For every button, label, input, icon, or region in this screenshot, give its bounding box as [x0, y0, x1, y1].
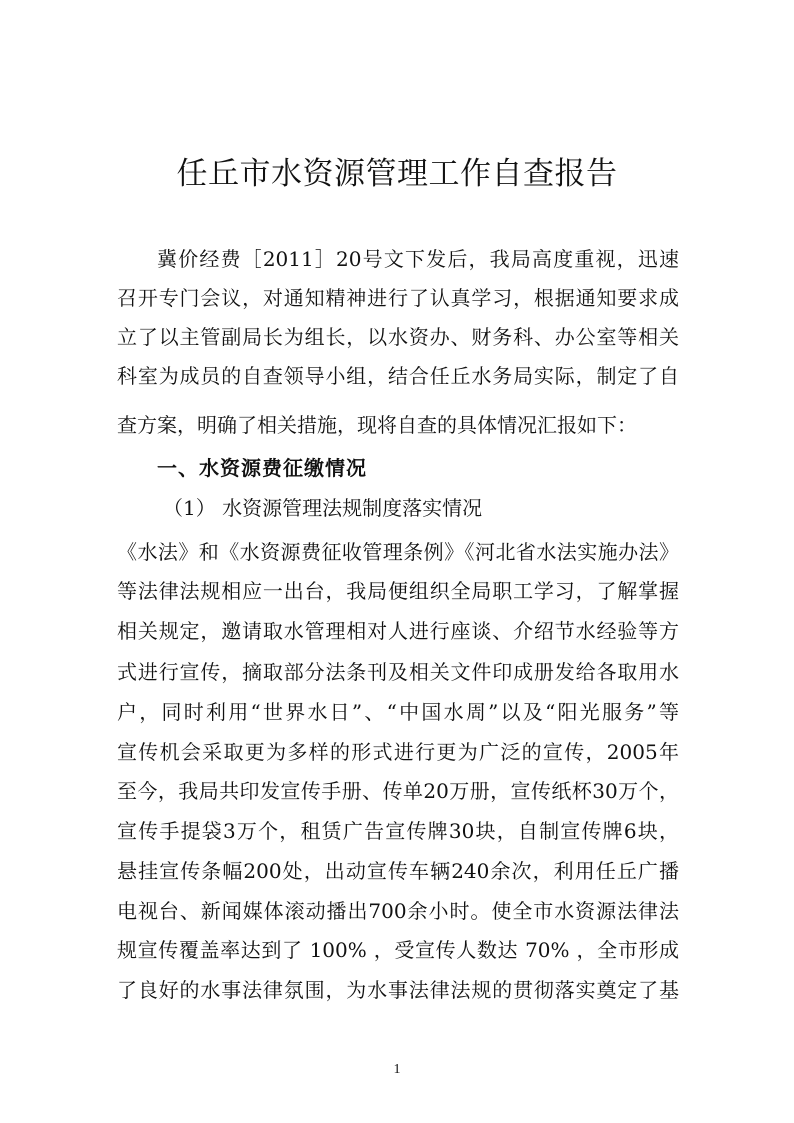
- subsection-heading: （1） 水资源管理法规制度落实情况: [163, 496, 483, 520]
- document-title: 任丘市水资源管理工作自查报告: [176, 156, 618, 192]
- paragraph-line: 至今，我局共印发宣传手册、传单20万册，宣传纸杯30万个，: [117, 779, 679, 803]
- paragraph-line: 宣传机会采取更为多样的形式进行更为广泛的宣传，2005年: [117, 740, 679, 764]
- paragraph-line: 召开专门会议，对通知精神进行了认真学习，根据通知要求成: [117, 286, 679, 310]
- paragraph-line: 规宣传覆盖率达到了 100% ，受宣传人数达 70% ，全市形成: [117, 938, 679, 962]
- paragraph-line: 查方案，明确了相关措施，现将自查的具体情况汇报如下：: [117, 413, 637, 437]
- paragraph-line: 冀价经费［2011］20号文下发后，我局高度重视，迅速: [157, 247, 679, 271]
- paragraph-line: 相关规定，邀请取水管理相对人进行座谈、介绍节水经验等方: [117, 619, 679, 643]
- paragraph-line: 立了以主管副局长为组长，以水资办、财务科、办公室等相关: [117, 325, 679, 349]
- paragraph-line: 了良好的水事法律氛围，为水事法律法规的贯彻落实奠定了基: [117, 978, 679, 1002]
- paragraph-line: 宣传手提袋3万个，租赁广告宣传牌30块，自制宣传牌6块，: [117, 819, 679, 843]
- paragraph-line: 悬挂宣传条幅200处，出动宣传车辆240余次，利用任丘广播: [117, 859, 679, 883]
- section-heading: 一、水资源费征缴情况: [157, 456, 367, 480]
- page-number: 1: [393, 1062, 401, 1077]
- paragraph-line: 户，同时利用“世界水日”、“中国水周”以及“阳光服务”等: [117, 700, 679, 724]
- paragraph-line: 科室为成员的自查领导小组，结合任丘水务局实际，制定了自: [117, 364, 679, 388]
- paragraph-line: 电视台、新闻媒体滚动播出700余小时。使全市水资源法律法: [117, 899, 679, 923]
- paragraph-line: 《水法》和《水资源费征收管理条例》《河北省水法实施办法》: [117, 540, 679, 564]
- paragraph-line: 等法律法规相应一出台，我局便组织全局职工学习，了解掌握: [117, 579, 679, 603]
- paragraph-line: 式进行宣传，摘取部分法条刊及相关文件印成册发给各取用水: [117, 660, 679, 684]
